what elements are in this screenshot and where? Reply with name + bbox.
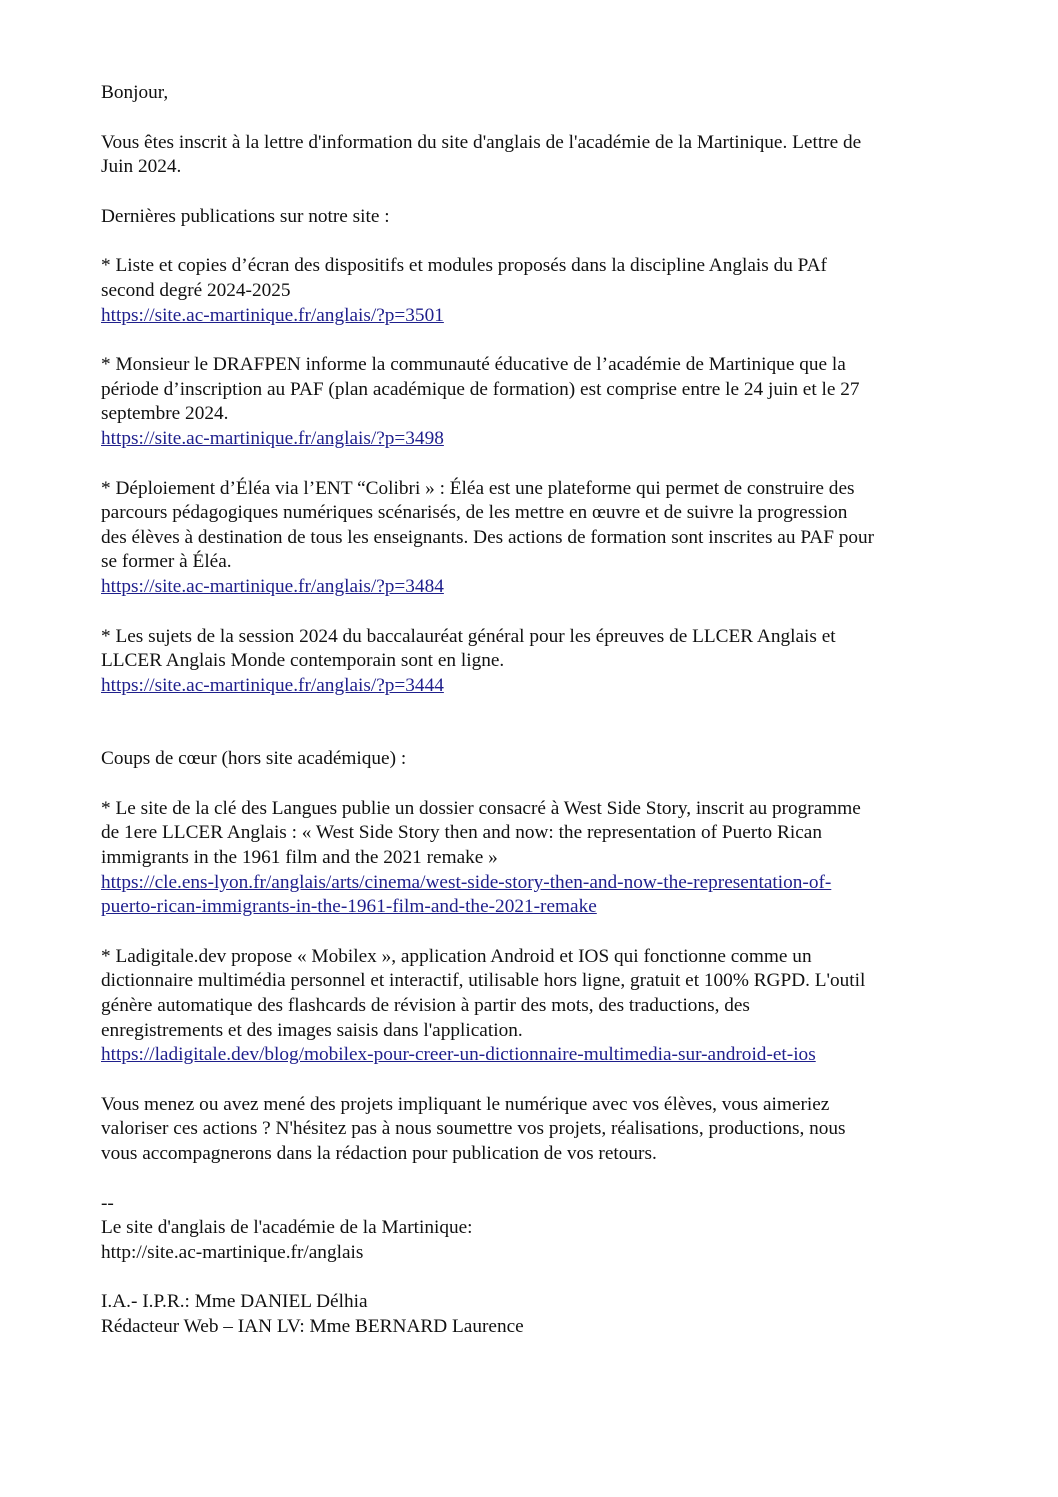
item-text-line: * Les sujets de la session 2024 du baccalauréat général pour les épreuves de LLCER Anglais et — [101, 625, 836, 647]
greeting — [101, 81, 962, 106]
favorite-text-line: de 1ere LLCER Anglais : « West Side Story then and now: the representation of Puerto Rican — [101, 822, 822, 844]
closing-line: vous accompagnerons dans la rédaction pour publication de vos retours. — [101, 1143, 657, 1164]
favorite-item — [101, 797, 962, 920]
publication-link[interactable]: https://site.ac-martinique.fr/anglais/?p=3484 — [101, 575, 444, 597]
item-text-line: période d’inscription au PAF (plan académique de formation) est comprise entre le 24 juin et le 27 — [101, 378, 860, 400]
item-text-line: des élèves à destination de tous les enseignants. Des actions de formation sont inscrites au PAF pour — [101, 526, 875, 548]
closing-paragraph — [101, 1093, 962, 1167]
signature-separator: -- — [101, 1192, 114, 1214]
publication-item — [101, 625, 962, 699]
staff-line: I.A.- I.P.R.: Mme DANIEL Délhia — [101, 1291, 368, 1313]
favorite-text-line: dictionnaire multimédia personnel et interactif, utilisable hors ligne, gratuit et 100% RGPD. L'outil — [101, 970, 866, 992]
intro-line: Vous êtes inscrit à la lettre d'information du site d'anglais de l'académie de la Martinique. Lettre de — [101, 131, 862, 153]
item-text-line: parcours pédagogiques numériques scénarisés, de les mettre en œuvre et de suivre la progression — [101, 502, 848, 524]
signature-site-name: Le site d'anglais de l'académie de la Martinique: — [101, 1217, 473, 1239]
greeting-text: Bonjour, — [101, 82, 169, 103]
favorite-link[interactable]: https://ladigitale.dev/blog/mobilex-pour-creer-un-dictionnaire-multimedia-sur-android-et-ios — [101, 1044, 816, 1066]
signature-block — [101, 1192, 962, 1266]
favorite-text-line: enregistrements et des images saisis dans l'application. — [101, 1019, 523, 1041]
item-text-line: LLCER Anglais Monde contemporain sont en ligne. — [101, 650, 505, 672]
favorites-heading-text: Coups de cœur (hors site académique) : — [101, 748, 407, 770]
item-text-line: * Déploiement d’Éléa via l’ENT “Colibri » : Éléa est une plateforme qui permet de construire des — [101, 477, 855, 499]
staff-block — [101, 1290, 962, 1339]
publication-item — [101, 353, 962, 451]
item-text-line: septembre 2024. — [101, 403, 229, 425]
latest-heading-text: Dernières publications sur notre site : — [101, 205, 390, 227]
signature-site-url: http://site.ac-martinique.fr/anglais — [101, 1241, 364, 1263]
favorite-text-line: génère automatique des flashcards de révision à partir des mots, des traductions, des — [101, 995, 750, 1017]
favorite-text-line: * Ladigitale.dev propose « Mobilex », application Android et IOS qui fonctionne comme un — [101, 945, 812, 967]
closing-line: Vous menez ou avez mené des projets impliquant le numérique avec vos élèves, vous aimeriez — [101, 1093, 830, 1115]
intro-line: Juin 2024. — [101, 156, 182, 178]
publication-link[interactable]: https://site.ac-martinique.fr/anglais/?p=3444 — [101, 674, 444, 696]
latest-publications-heading — [101, 205, 962, 230]
item-text-line: * Liste et copies d’écran des dispositifs et modules proposés dans la discipline Anglais du PAf — [101, 255, 827, 277]
favorite-link[interactable]: puerto-rican-immigrants-in-the-1961-film-and-the-2021-remake — [101, 896, 597, 918]
intro-paragraph — [101, 131, 962, 180]
favorite-link[interactable]: https://cle.ens-lyon.fr/anglais/arts/cinema/west-side-story-then-and-now-the-representation-of- — [101, 871, 832, 893]
item-text-line: * Monsieur le DRAFPEN informe la communauté éducative de l’académie de Martinique que la — [101, 354, 846, 376]
publication-item — [101, 254, 962, 328]
favorite-item — [101, 945, 962, 1068]
item-text-line: second degré 2024-2025 — [101, 279, 291, 301]
publication-link[interactable]: https://site.ac-martinique.fr/anglais/?p=3501 — [101, 304, 444, 326]
closing-line: valoriser ces actions ? N'hésitez pas à nous soumettre vos projets, réalisations, productions, nous — [101, 1118, 846, 1140]
item-text-line: se former à Éléa. — [101, 551, 232, 573]
favorite-text-line: * Le site de la clé des Langues publie un dossier consacré à West Side Story, inscrit au programme — [101, 797, 861, 819]
favorite-text-line: immigrants in the 1961 film and the 2021 remake » — [101, 847, 498, 869]
staff-line: Rédacteur Web – IAN LV: Mme BERNARD Laurence — [101, 1315, 524, 1337]
publication-link[interactable]: https://site.ac-martinique.fr/anglais/?p=3498 — [101, 427, 444, 449]
favorites-heading — [101, 747, 962, 772]
publication-item — [101, 477, 962, 600]
